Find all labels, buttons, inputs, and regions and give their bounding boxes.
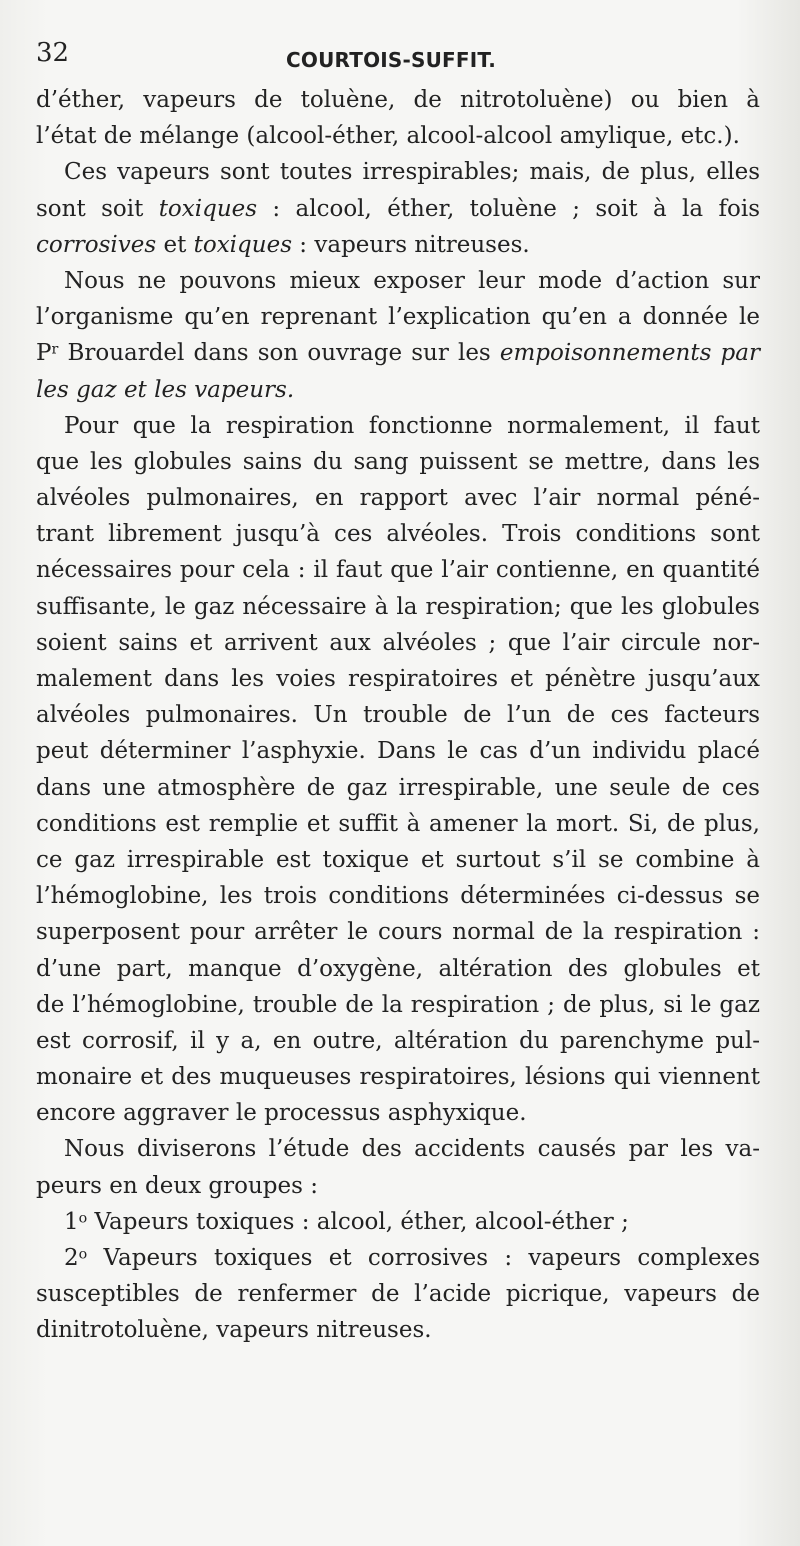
paragraph-start-line: Ces vapeurs sont toutes irrespirables; mais, de plus, elles xyxy=(64,159,760,186)
text-line: alvéoles pulmonaires. Un trouble de l’un de ces facteurs xyxy=(36,702,760,729)
list-item-2: 2$^o$ Vapeurs toxiques et corrosives : vapeurs complexes xyxy=(64,1245,760,1271)
text-line: nécessaires pour cela : il faut que l’air contienne, en quantité xyxy=(36,557,760,584)
text-line: l’hémoglobine, les trois conditions déterminées ci-dessus se xyxy=(36,883,760,910)
text-line: monaire et des muqueuses respiratoires, lésions qui viennent xyxy=(36,1064,760,1091)
paragraph-start-line: Nous diviserons l’étude des accidents causés par les va- xyxy=(64,1136,760,1163)
text-line: peut déterminer l’asphyxie. Dans le cas d’un individu placé xyxy=(36,738,760,765)
text-line: l’état de mélange (alcool-éther, alcool-alcool amylique, etc.). xyxy=(36,123,740,150)
text-line: est corrosif, il y a, en outre, altération du parenchyme pul- xyxy=(36,1027,760,1054)
text-line: alvéoles pulmonaires, en rapport avec l’air normal péné- xyxy=(36,485,760,512)
text-line: dinitrotoluène, vapeurs nitreuses. xyxy=(36,1317,432,1344)
text-line: corrosives et toxiques : vapeurs nitreuses. xyxy=(36,231,530,258)
text-line: les gaz et les vapeurs. xyxy=(36,376,295,403)
body-text xyxy=(36,82,760,1349)
paragraph-start-line: Nous ne pouvons mieux exposer leur mode d’action sur xyxy=(64,267,760,294)
text-line: d’éther, vapeurs de toluène, de nitrotoluène) ou bien à xyxy=(36,87,760,113)
text-line: trant librement jusqu’à ces alvéoles. Trois conditions sont xyxy=(36,521,760,548)
text-line: dans une atmosphère de gaz irrespirable, une seule de ces xyxy=(36,774,760,801)
text-line: peurs en deux groupes : xyxy=(36,1172,318,1199)
text-line: susceptibles de renfermer de l’acide picrique, vapeurs de xyxy=(36,1281,760,1308)
running-title: COURTOIS-SUFFIT. xyxy=(286,48,497,72)
text-line: que les globules sains du sang puissent se mettre, dans les xyxy=(36,448,760,475)
text-line: conditions est remplie et suffit à amener la mort. Si, de plus, xyxy=(36,810,760,837)
paragraph-start-line: Pour que la respiration fonctionne normalement, il faut xyxy=(64,412,760,439)
list-item-1: 1$^o$ Vapeurs toxiques : alcool, éther, alcool-éther ; xyxy=(64,1208,629,1235)
page-number: 32 xyxy=(36,38,70,68)
text-line: l’organisme qu’en reprenant l’explication qu’en a donnée le xyxy=(36,304,760,331)
text-line: $P^r$ Brouardel dans son ouvrage sur les empoisonnements par xyxy=(36,340,760,367)
text-line: encore aggraver le processus asphyxique. xyxy=(36,1100,527,1127)
text-line: de l’hémoglobine, trouble de la respiration ; de plus, si le gaz xyxy=(36,991,760,1018)
running-head xyxy=(36,38,764,74)
text-line: sont soit toxiques : alcool, éther, toluène ; soit à la fois xyxy=(36,195,761,222)
text-line: d’une part, manque d’oxygène, altération des globules et xyxy=(36,955,760,982)
text-line: malement dans les voies respiratoires et pénètre jusqu’aux xyxy=(36,666,760,692)
text-line: superposent pour arrêter le cours normal de la respiration : xyxy=(36,919,760,946)
text-line: soient sains et arrivent aux alvéoles ; que l’air circule nor- xyxy=(36,629,760,656)
text-line: ce gaz irrespirable est toxique et surtout s’il se combine à xyxy=(36,846,760,873)
text-line: suffisante, le gaz nécessaire à la respiration; que les globules xyxy=(36,593,760,620)
